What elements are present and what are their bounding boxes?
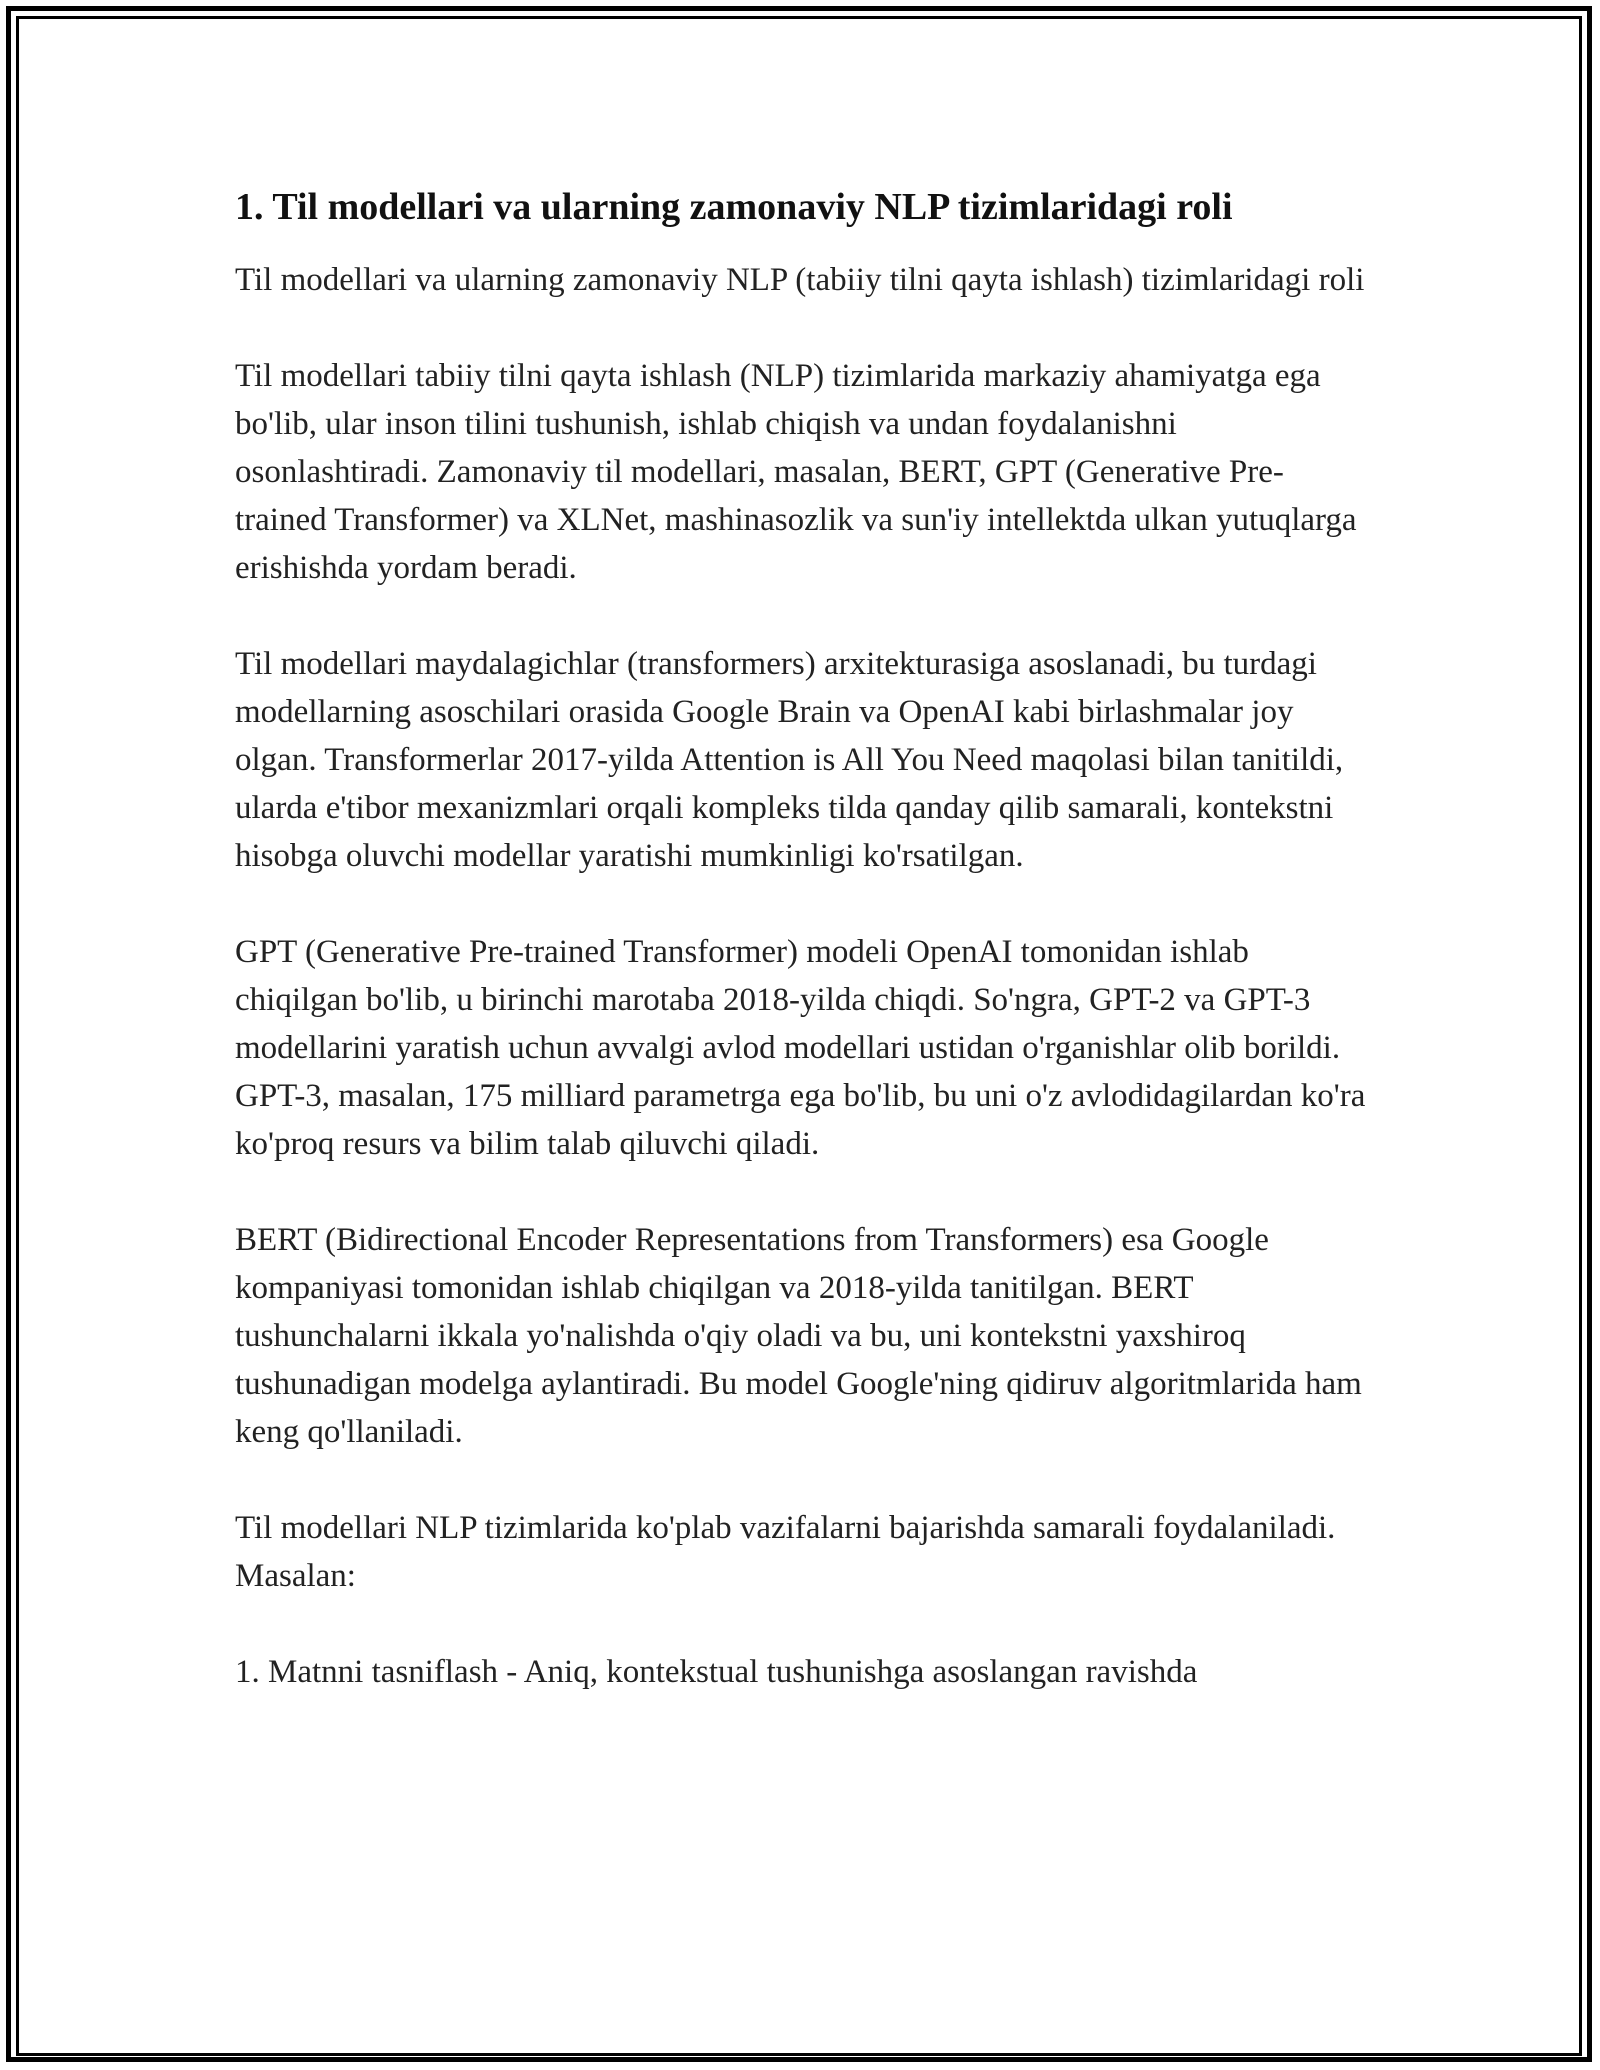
paragraph-transformers: Til modellari maydalagichlar (transformers) arxitekturasiga asoslanadi, bu turdagi modellarning asoschilari orasida Google Brain va OpenAI kabi birlashmalar joy olgan. Transformerlar 2017-yilda Attention is All You Need maqolasi bilan tanitildi, ularda e'tibor mexanizmlari orqali kompleks tilda qanday qilib samarali, kontekstni hisobga oluvchi modellar yaratishi mumkinligi ko'rsatilgan.	[235, 646, 1344, 874]
paragraph-gpt: GPT (Generative Pre-trained Transformer) modeli OpenAI tomonidan ishlab chiqilgan bo'lib, u birinchi marotaba 2018-yilda chiqdi. So'ngra, GPT-2 va GPT-3 modellarini yaratish uchun avvalgi avlod modellari ustidan o'rganishlar olib borildi. GPT-3, masalan, 175 milliard parametrga ega bo'lib, bu uni o'z avlodidagilardan ko'ra ko'proq resurs va bilim talab qiluvchi qiladi.	[235, 934, 1366, 1162]
section-heading: 1. Til modellari va ularning zamonaviy NLP tizimlaridagi roli	[235, 186, 1233, 228]
paragraph-tasks-intro: Til modellari NLP tizimlarida ko'plab vazifalarni bajarishda samarali foydalaniladi. Masalan:	[235, 1510, 1336, 1594]
paragraph-bert: BERT (Bidirectional Encoder Representations from Transformers) esa Google kompaniyasi tomonidan ishlab chiqilgan va 2018-yilda tanitilgan. BERT tushunchalarni ikkala yo'nalishda o'qiy oladi va bu, uni kontekstni yaxshiroq tushunadigan modelga aylantiradi. Bu model Google'ning qidiruv algoritmlarida ham keng qo'llaniladi.	[235, 1222, 1362, 1450]
paragraph-overview: Til modellari tabiiy tilni qayta ishlash (NLP) tizimlarida markaziy ahamiyatga ega bo'lib, ular inson tilini tushunish, ishlab chiqish va undan foydalanishni osonlashtiradi. Zamonaviy til modellari, masalan, BERT, GPT (Generative Pre-trained Transformer) va XLNet, mashinasozlik va sun'iy intellektda ulkan yutuqlarga erishishda yordam beradi.	[235, 358, 1357, 586]
intro-subtitle-paragraph: Til modellari va ularning zamonaviy NLP (tabiiy tilni qayta ishlash) tizimlaridagi roli	[235, 262, 1365, 298]
document-body	[235, 180, 1375, 1744]
list-item-text-classification: 1. Matnni tasniflash - Aniq, kontekstual tushunishga asoslangan ravishda	[235, 1654, 1198, 1690]
